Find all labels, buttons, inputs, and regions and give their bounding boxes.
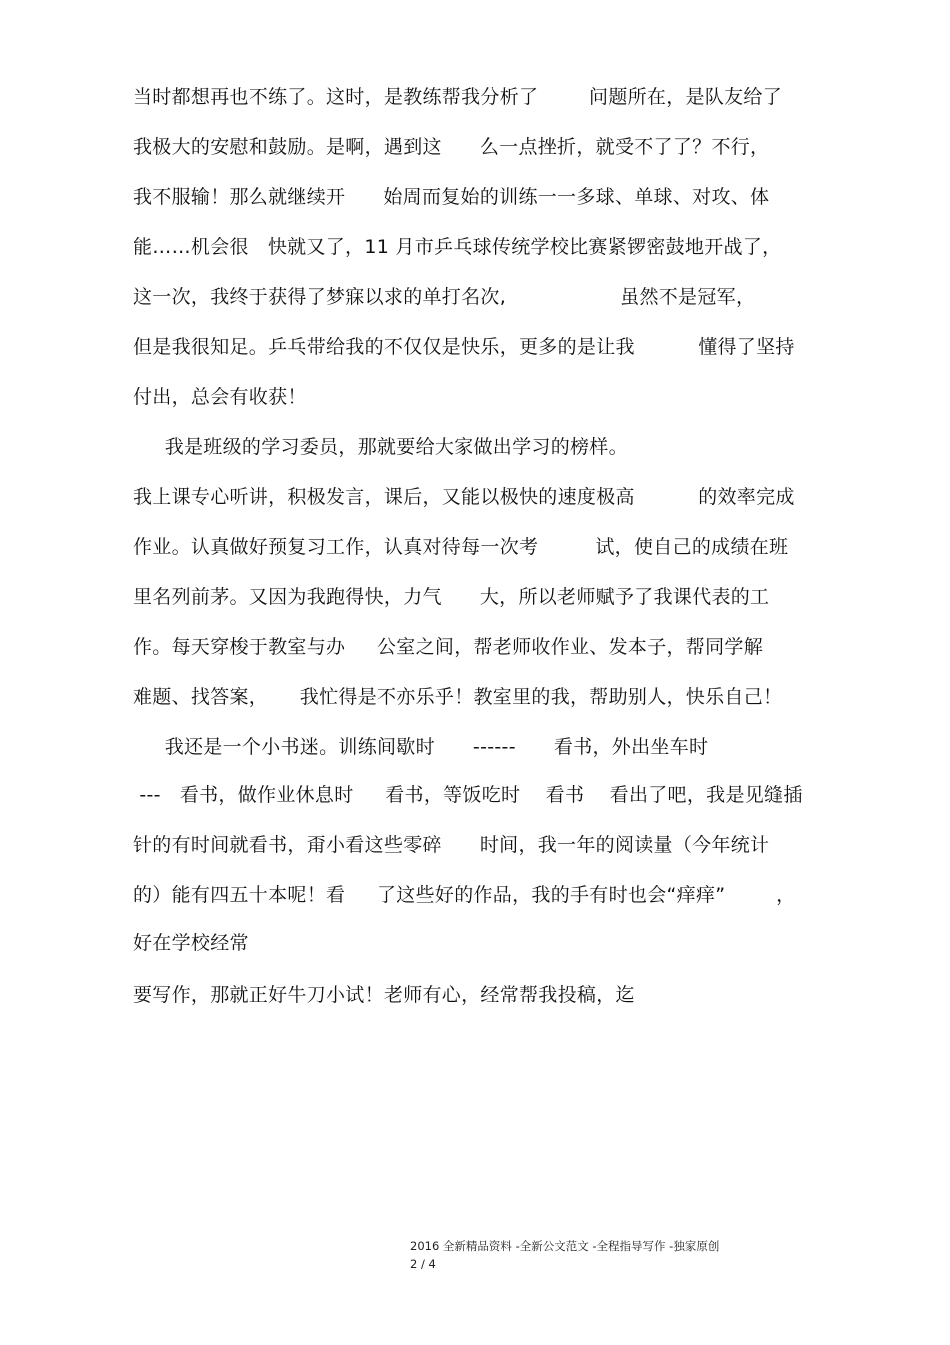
body-line: 我上课专心听讲，积极发言，课后，又能以极快的速度极高 的效率完成: [133, 486, 795, 508]
body-line: 里名列前茅。又因为我跑得快，力气 大，所以老师赋予了我课代表的工: [133, 586, 770, 608]
body-line: --- 看书，做作业休息时 看书，等饭吃时 看书 看出了吧，我是见缝插: [133, 784, 803, 806]
body-line: 要写作，那就正好牛刀小试！老师有心，经常帮我投稿，迄: [133, 984, 635, 1006]
body-line: 付出，总会有收获！: [133, 386, 307, 408]
body-line: 我极大的安慰和鼓励。是啊，遇到这 么一点挫折，就受不了了？不行，: [133, 136, 770, 158]
body-line: 针的有时间就看书，甭小看这些零碎 时间，我一年的阅读量（今年统计: [133, 834, 770, 856]
body-line: 好在学校经常: [133, 932, 249, 954]
body-line: 这一次，我终于获得了梦寐以求的单打名次, 虽然不是冠军，: [133, 286, 756, 308]
paragraph-start-line: 我还是一个小书迷。训练间歇时 ------ 看书，外出坐车时: [133, 736, 709, 758]
body-line: 作。每天穿梭于教室与办 公室之间，帮老师收作业、发本子，帮同学解: [133, 636, 763, 658]
footer-tagline: 2016 全新精品资料 -全新公文范文 -全程指导写作 -独家原创: [410, 1239, 720, 1253]
paragraph-start-line: 我是班级的学习委员，那就要给大家做出学习的榜样。: [133, 436, 628, 458]
body-line: 的）能有四五十本呢！看 了这些好的作品，我的手有时也会“痒痒” ，: [133, 884, 796, 906]
body-line: 作业。认真做好预复习工作，认真对待每一次考 试，使自己的成绩在班: [133, 536, 789, 558]
page-number: 2 / 4: [410, 1257, 436, 1271]
body-line: 当时都想再也不练了。这时，是教练帮我分析了 问题所在，是队友给了: [133, 86, 783, 108]
body-line: 但是我很知足。乒乓带给我的不仅仅是快乐，更多的是让我 懂得了坚持: [133, 336, 795, 358]
body-line: 能……机会很 快就又了，11 月市乒乓球传统学校比赛紧锣密鼓地开战了，: [133, 236, 782, 258]
body-line: 我不服输！那么就继续开 始周而复始的训练一一多球、单球、对攻、体: [133, 186, 770, 208]
body-line: 难题、找答案， 我忙得是不亦乐乎！教室里的我，帮助别人，快乐自己！: [133, 686, 783, 708]
